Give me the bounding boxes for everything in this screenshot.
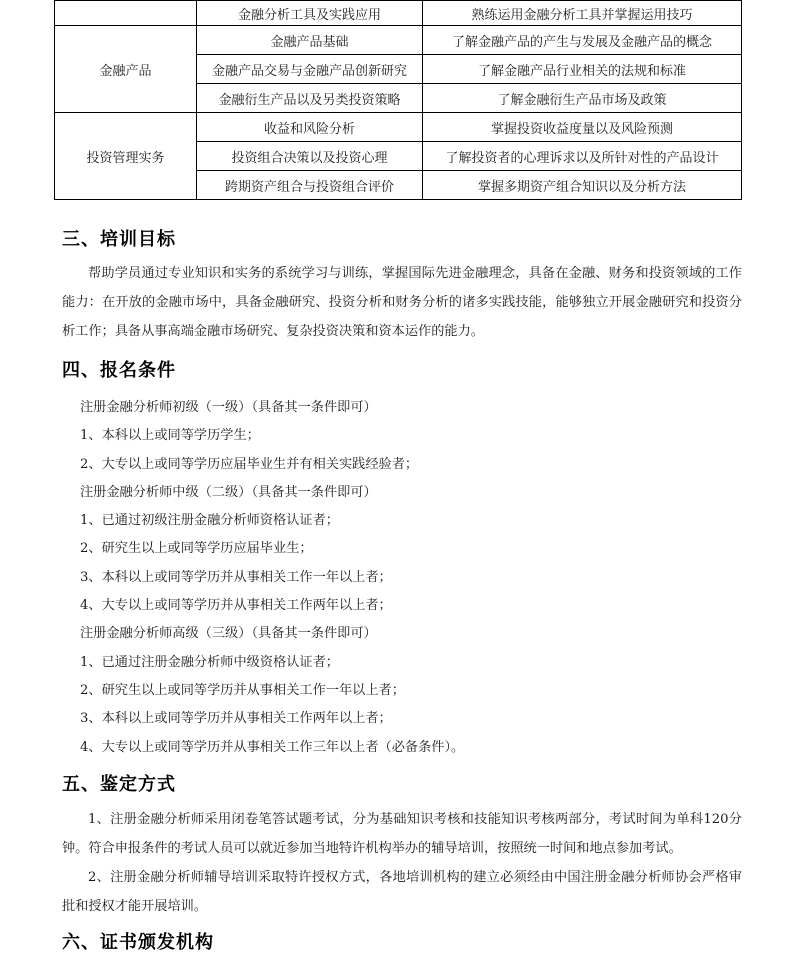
table-cell-course: 投资组合决策以及投资心理 — [197, 142, 423, 171]
table-cell-goal: 了解投资者的心理诉求以及所针对性的产品设计 — [423, 142, 742, 171]
table-cell-course: 金融产品交易与金融产品创新研究 — [197, 55, 423, 84]
list-item: 4、大专以上或同等学历并从事相关工作两年以上者； — [80, 598, 392, 614]
list-item: 1、本科以上或同等学历学生； — [80, 428, 260, 444]
table-cell-group: 金融产品 — [55, 26, 197, 113]
table-cell-goal: 熟练运用金融分析工具并掌握运用技巧 — [423, 1, 742, 26]
training-goals-paragraph: 帮助学员通过专业知识和实务的系统学习与训练，掌握国际先进金融理念，具备在金融、财务和投资领域的工作能力：在开放的金融市场中，具备金融研究、投资分析和财务分析的诸多实践技能，能够独立开展金融研究和投资分析工作；具备从事高端金融市场研究、复杂投资决策和资本运作的能力。 — [62, 266, 742, 339]
table-row — [55, 113, 742, 142]
section-heading-training-goals: 三、培训目标 — [62, 229, 176, 250]
list-item: 注册金融分析师高级（三级）（具备其一条件即可） — [80, 626, 377, 642]
enrollment-conditions-list — [80, 394, 464, 762]
list-item: 4、大专以上或同等学历并从事相关工作三年以上者（必备条件）。 — [80, 739, 465, 755]
section-heading-enrollment: 四、报名条件 — [62, 360, 176, 381]
list-item: 1、已通过注册金融分析师中级资格认证者； — [80, 654, 339, 670]
section-heading-certificate-issuer: 六、证书颁发机构 — [62, 932, 214, 953]
table-cell-goal: 了解金融产品行业相关的法规和标准 — [423, 55, 742, 84]
list-item: 2、研究生以上或同等学历应届毕业生； — [80, 541, 313, 557]
table-cell-course: 金融分析工具及实践应用 — [197, 1, 423, 26]
list-item: 3、本科以上或同等学历并从事相关工作一年以上者； — [80, 569, 392, 585]
table-cell-course: 金融产品基础 — [197, 26, 423, 55]
table-row — [55, 26, 742, 55]
list-item: 3、本科以上或同等学历并从事相关工作两年以上者； — [80, 711, 392, 727]
table-cell-goal: 了解金融衍生产品市场及政策 — [423, 84, 742, 113]
list-item: 注册金融分析师中级（二级）（具备其一条件即可） — [80, 484, 377, 500]
course-table-container — [54, 0, 741, 200]
table-cell-course: 金融衍生产品以及另类投资策略 — [197, 84, 423, 113]
table-cell-group: 投资管理实务 — [55, 113, 197, 200]
assessment-paragraph-1: 1、注册金融分析师采用闭卷笔答试题考试，分为基础知识考核和技能知识考核两部分，考试时间为单科120分钟。符合申报条件的考试人员可以就近参加当地特许机构举办的辅导培训，按照统一时间和地点参加考试。 — [62, 812, 742, 856]
list-item: 1、已通过初级注册金融分析师资格认证者； — [80, 513, 339, 529]
table-cell-group — [55, 1, 197, 26]
table-cell-course: 收益和风险分析 — [197, 113, 423, 142]
list-item: 2、研究生以上或同等学历并从事相关工作一年以上者； — [80, 682, 405, 698]
table-cell-goal: 掌握多期资产组合知识以及分析方法 — [423, 171, 742, 200]
course-table — [54, 0, 742, 200]
assessment-paragraph-2: 2、注册金融分析师辅导培训采取特许授权方式，各地培训机构的建立必须经由中国注册金融分析师协会严格审批和授权才能开展培训。 — [62, 870, 742, 914]
list-item: 2、大专以上或同等学历应届毕业生并有相关实践经验者； — [80, 456, 419, 472]
table-cell-goal: 了解金融产品的产生与发展及金融产品的概念 — [423, 26, 742, 55]
table-cell-goal: 掌握投资收益度量以及风险预测 — [423, 113, 742, 142]
section-heading-assessment: 五、鉴定方式 — [62, 774, 176, 795]
list-item: 注册金融分析师初级（一级）（具备其一条件即可） — [80, 400, 377, 415]
table-cell-course: 跨期资产组合与投资组合评价 — [197, 171, 423, 200]
table-row — [55, 1, 742, 26]
